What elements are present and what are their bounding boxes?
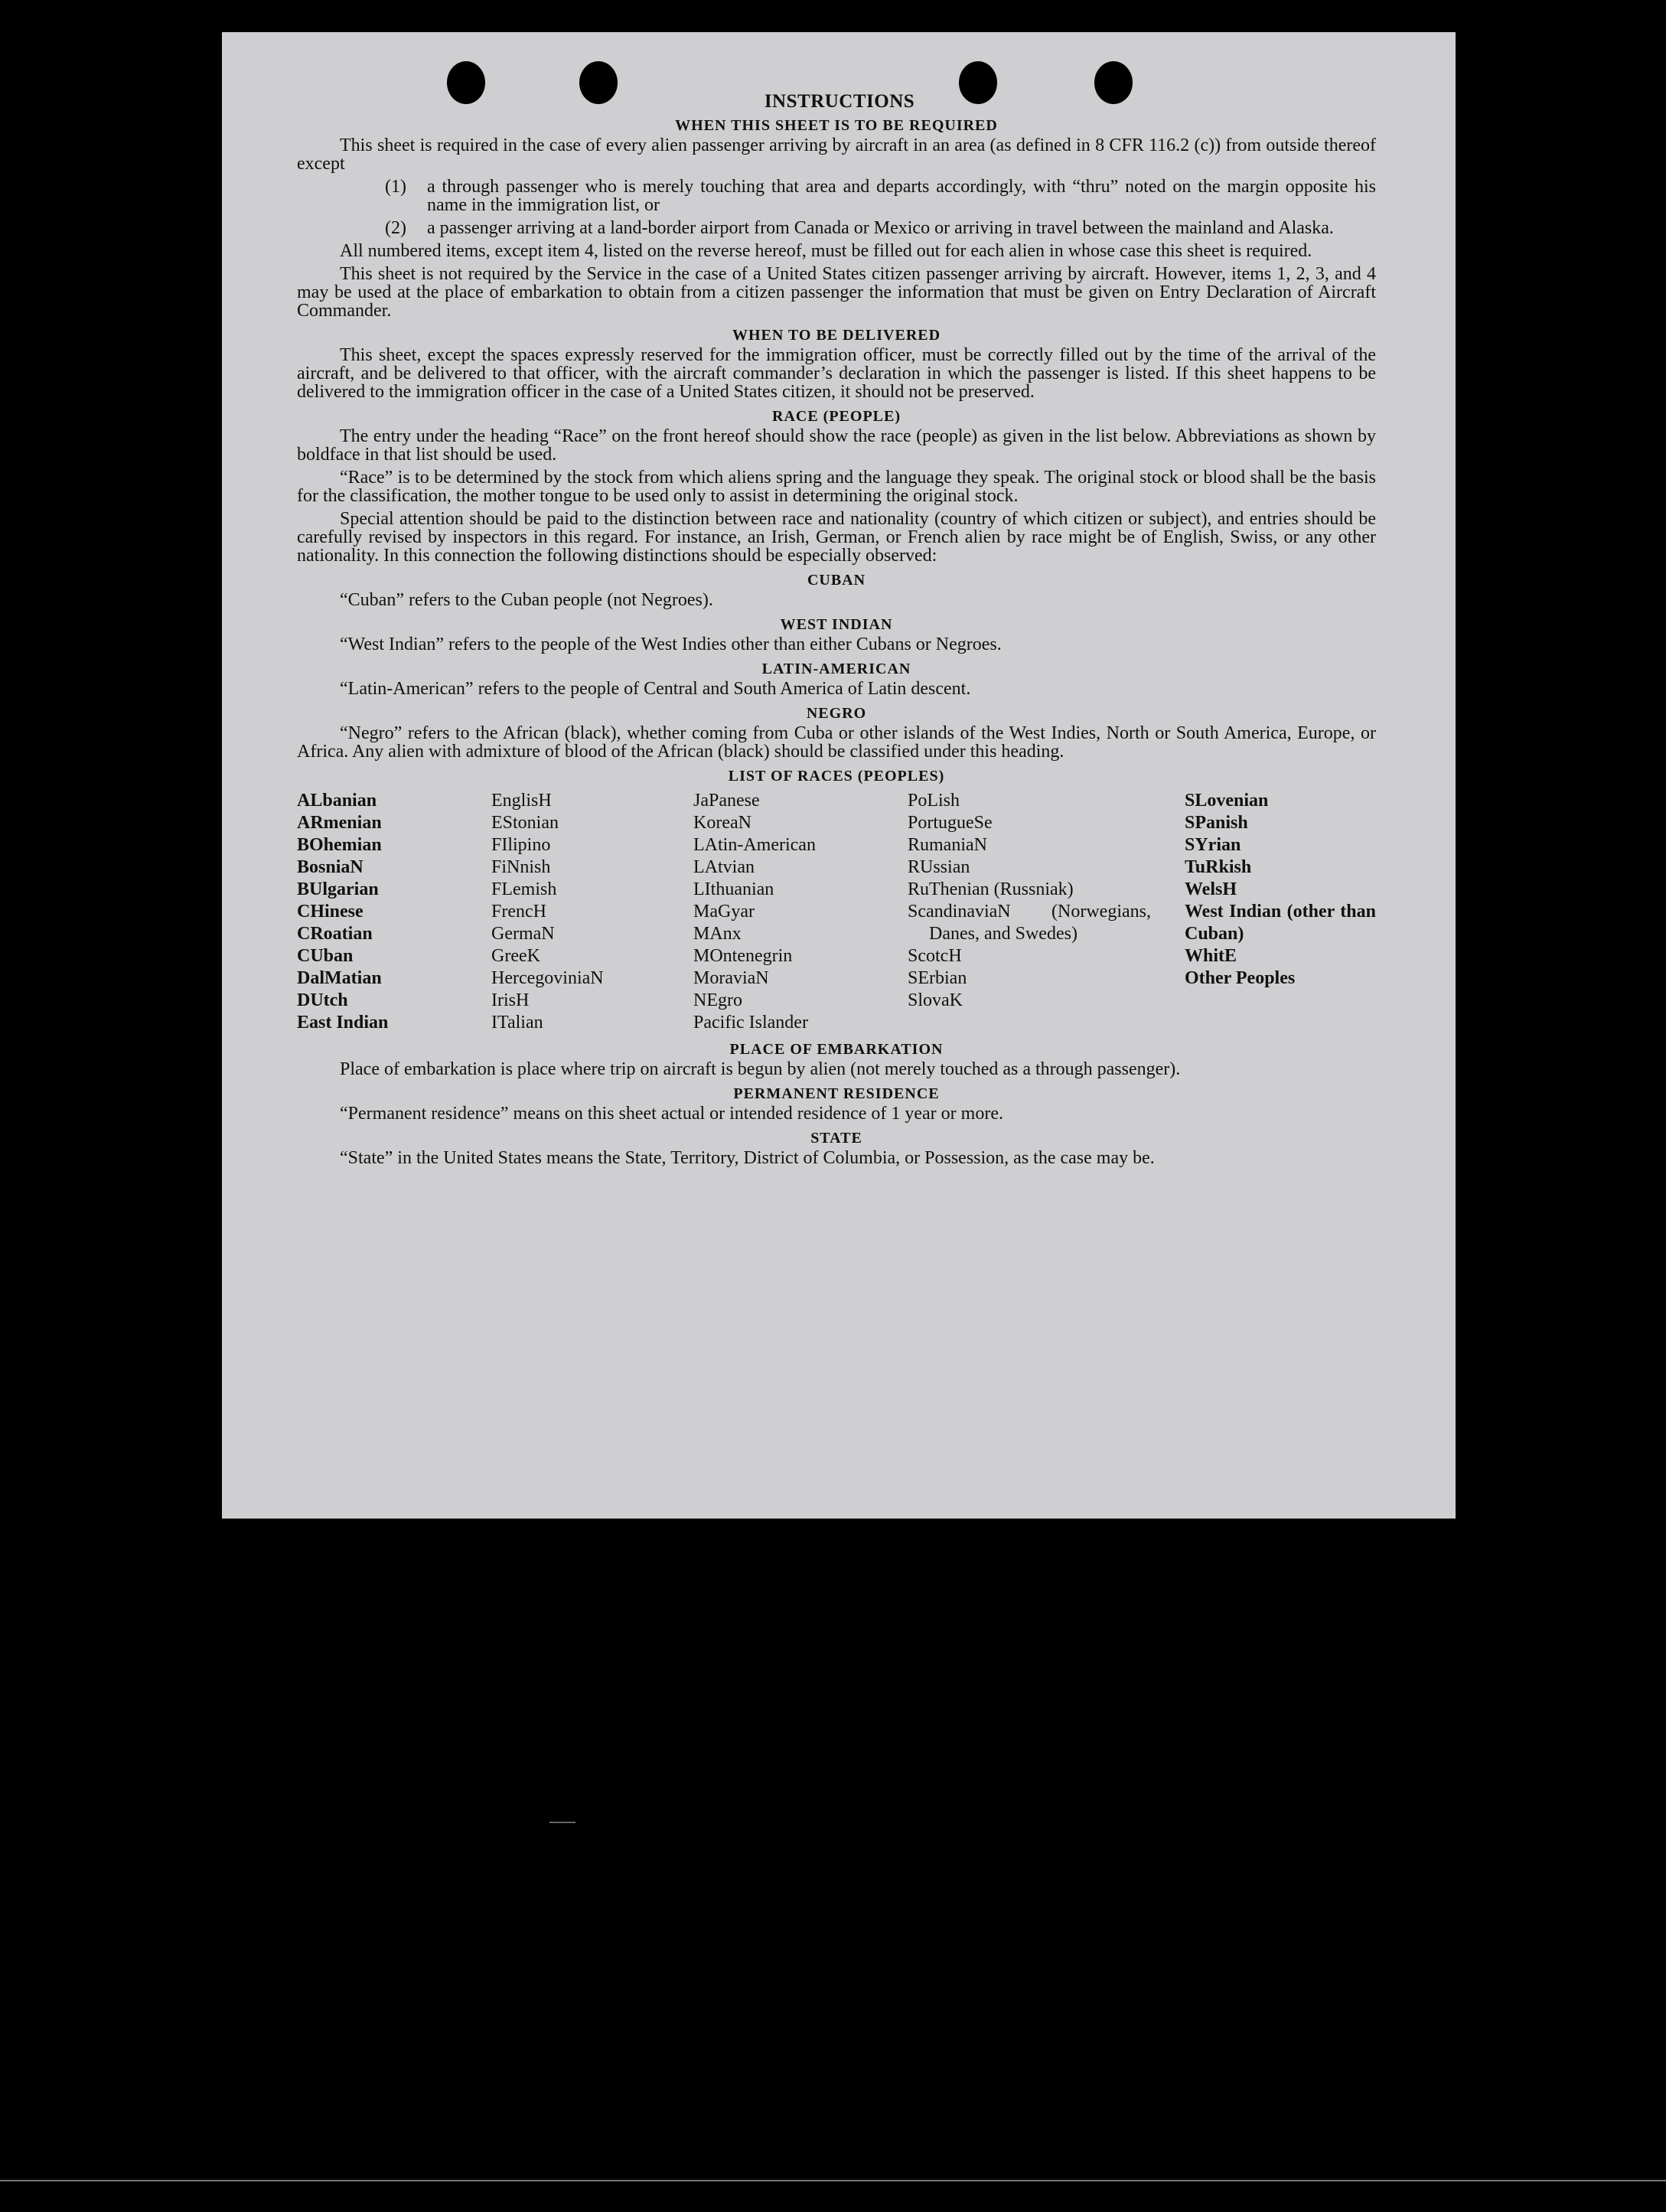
race-item: LIthuanian xyxy=(693,879,774,899)
race-item: PoLish xyxy=(908,791,960,811)
race-item: FrencH xyxy=(491,902,546,922)
exception-item-1 xyxy=(297,178,1376,214)
race-item: Pacific Islander xyxy=(693,1013,808,1033)
heading-permanent-residence: PERMANENT RESIDENCE xyxy=(733,1085,940,1102)
state-text: “State” in the United States means the State, Territory, District of Columbia, or Possession, as the case may be. xyxy=(340,1148,1155,1168)
race-item: MOntenegrin xyxy=(693,946,793,966)
delivered-para: This sheet, except the spaces expressly reserved for the immigration officer, must be correctly filled out by the time of the arrival of the aircraft, and be delivered to that officer, with the aircraft commander’s declaration in which the passenger is listed. If this sheet happens to be delivered to the immigration officer in the case of a United States citizen, it should not be preserved. xyxy=(297,345,1376,402)
race-item: BUlgarian xyxy=(297,879,379,899)
page-title: INSTRUCTIONS xyxy=(764,91,915,112)
instruction-sheet xyxy=(222,32,1456,1519)
race-item: LAtvian xyxy=(693,857,755,877)
races-list xyxy=(297,790,1376,1034)
heading-negro: NEGRO xyxy=(806,705,867,722)
race-para-1: The entry under the heading “Race” on the front hereof should show the race (people) as given in the list below. Abbreviations as shown by boldface in that list should be used. xyxy=(297,426,1376,465)
race-item: ScotcH xyxy=(908,946,962,966)
race-item: GreeK xyxy=(491,946,540,966)
race-item: TuRkish xyxy=(1185,857,1252,877)
heading-when-required: WHEN THIS SHEET IS TO BE REQUIRED xyxy=(675,117,998,134)
race-item: DalMatian xyxy=(297,968,382,988)
exception-item-1-text: a through passenger who is merely touching that area and departs accordingly, with “thru” noted on the margin opposite his name in the immigration list, or xyxy=(427,177,1376,215)
race-item: BosniaN xyxy=(297,857,364,877)
race-item: CHinese xyxy=(297,902,364,922)
race-item: MoraviaN xyxy=(693,968,769,988)
race-item: SErbian xyxy=(908,968,967,988)
races-column-3 xyxy=(693,790,908,1034)
race-item: KoreaN xyxy=(693,813,751,833)
exception-item-1-number: (1) xyxy=(385,177,406,197)
required-para-citizen: This sheet is not required by the Service in the case of a United States citizen passenger arriving by aircraft. However, items 1, 2, 3, and 4 may be used at the place of embarkation to obtain from a citizen passenger the information that must be given on Entry Declaration of Aircraft Commander. xyxy=(297,264,1376,321)
heading-latin-american: LATIN-AMERICAN xyxy=(761,661,911,677)
cuban-text: “Cuban” refers to the Cuban people (not Negroes). xyxy=(340,590,713,610)
race-item: SYrian xyxy=(1185,835,1241,855)
race-item: BOhemian xyxy=(297,835,382,855)
exception-item-2 xyxy=(297,219,1376,237)
races-column-4-top xyxy=(908,790,1185,901)
race-item: CUban xyxy=(297,946,354,966)
races-column-5-bottom xyxy=(1185,945,1376,990)
residence-text: “Permanent residence” means on this sheet actual or intended residence of 1 year or more. xyxy=(340,1104,1003,1124)
heading-when-delivered: WHEN TO BE DELIVERED xyxy=(732,327,941,344)
scan-edge-line xyxy=(0,2180,1666,2181)
race-item-scandinavian: ScandinaviaN (Norwegians, Danes, and Swedes) xyxy=(908,902,1151,944)
negro-text: “Negro” refers to the African (black), whether coming from Cuba or other islands of the West Indies, North or South America, Europe, or Africa. Any alien with admixture of blood of the African (black) should be classified under this heading. xyxy=(297,723,1376,762)
race-item: Other Peoples xyxy=(1185,968,1296,988)
race-item: WelsH xyxy=(1185,879,1237,899)
race-item: MAnx xyxy=(693,924,742,944)
heading-state: STATE xyxy=(810,1130,862,1147)
race-item: FIlipino xyxy=(491,835,551,855)
races-column-2 xyxy=(491,790,693,1034)
race-item: NEgro xyxy=(693,990,742,1010)
heading-west-indian: WEST INDIAN xyxy=(780,616,893,633)
race-item: EStonian xyxy=(491,813,559,833)
embarkation-text: Place of embarkation is place where trip on aircraft is begun by alien (not merely touched as a through passenger). xyxy=(340,1059,1181,1079)
race-item: GermaN xyxy=(491,924,555,944)
west-indian-text: “West Indian” refers to the people of the West Indies other than either Cubans or Negroes. xyxy=(340,635,1002,654)
required-intro: This sheet is required in the case of every alien passenger arriving by aircraft in an area (as defined in 8 CFR 116.2 (c)) from outside thereof except xyxy=(297,135,1376,174)
race-item: DUtch xyxy=(297,990,348,1010)
race-item: RUssian xyxy=(908,857,970,877)
race-item: LAtin-American xyxy=(693,835,816,855)
race-item: SPanish xyxy=(1185,813,1248,833)
race-item: WhitE xyxy=(1185,946,1237,966)
race-item: JaPanese xyxy=(693,791,760,811)
heading-cuban: CUBAN xyxy=(807,572,866,589)
race-item: HercegoviniaN xyxy=(491,968,604,988)
heading-list-of-races: LIST OF RACES (PEOPLES) xyxy=(728,768,945,785)
race-item: ARmenian xyxy=(297,813,382,833)
race-item: EnglisH xyxy=(491,791,552,811)
heading-place-of-embarkation: PLACE OF EMBARKATION xyxy=(729,1041,944,1058)
race-item: CRoatian xyxy=(297,924,373,944)
required-para-items: All numbered items, except item 4, listed on the reverse hereof, must be filled out for each alien in whose case this sheet is required. xyxy=(340,241,1312,261)
races-column-5-top xyxy=(1185,790,1376,901)
races-column-1 xyxy=(297,790,491,1034)
race-item: IrisH xyxy=(491,990,530,1010)
race-para-3: Special attention should be paid to the distinction between race and nationality (country of which citizen or subject), and entries should be carefully revised by inspectors in this regard. For instance, an Irish, German, or French alien by race might be of English, Swiss, or any other nationality. In this connection the following distinctions should be especially observed: xyxy=(297,509,1376,566)
races-column-4-bottom xyxy=(908,945,1185,1012)
races-column-5 xyxy=(1185,790,1376,1034)
race-item: PortugueSe xyxy=(908,813,993,833)
race-item: East Indian xyxy=(297,1013,389,1033)
race-item: SLovenian xyxy=(1185,791,1269,811)
scan-speck xyxy=(549,1822,575,1823)
race-para-2: “Race” is to be determined by the stock from which aliens spring and the language they speak. The original stock or blood shall be the basis for the classification, the mother tongue to be used only to assist in determining the original stock. xyxy=(297,468,1376,506)
latin-american-text: “Latin-American” refers to the people of Central and South America of Latin descent. xyxy=(340,679,971,699)
race-item: RumaniaN xyxy=(908,835,987,855)
race-item-west-indian: West Indian (other than Cuban) xyxy=(1185,902,1376,944)
race-item: MaGyar xyxy=(693,902,755,922)
race-item: FLemish xyxy=(491,879,557,899)
races-column-4 xyxy=(908,790,1185,1034)
instructions-content xyxy=(297,89,1376,1167)
race-item: ALbanian xyxy=(297,791,377,811)
race-item: ITalian xyxy=(491,1013,543,1033)
exception-item-2-text: a passenger arriving at a land-border airport from Canada or Mexico or arriving in travel between the mainland and Alaska. xyxy=(427,218,1334,238)
race-item: FiNnish xyxy=(491,857,551,877)
race-item: SlovaK xyxy=(908,990,963,1010)
heading-race: RACE (PEOPLE) xyxy=(772,408,901,425)
exception-item-2-number: (2) xyxy=(385,218,406,238)
race-item: RuThenian (Russniak) xyxy=(908,879,1074,899)
